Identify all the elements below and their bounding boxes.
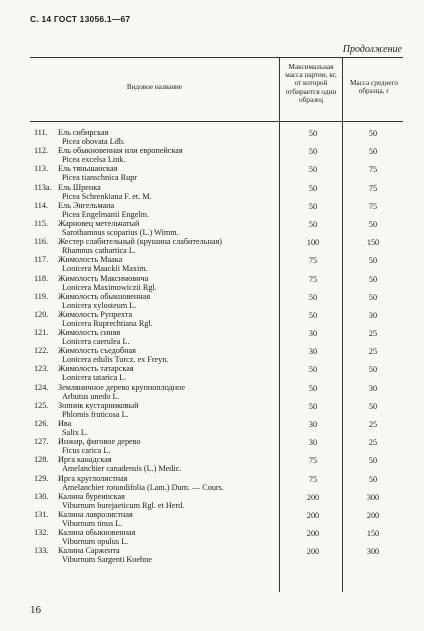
avg-sample-mass: 25 — [368, 438, 378, 448]
continuation-label: Продолжение — [342, 44, 402, 55]
max-batch-mass: 50 — [308, 219, 318, 229]
table-body — [30, 128, 403, 565]
row-number: 128. — [34, 455, 49, 465]
species-name: Жимолость Рупрехта — [58, 309, 133, 319]
row-number: 113. — [34, 164, 49, 174]
species-name: Калина буреинская — [58, 491, 125, 501]
row-number: 115. — [34, 218, 49, 228]
species-latin-name: Lonicera Maackii Maxim. — [62, 264, 148, 274]
species-name: Жимолость обыкновенная — [58, 291, 151, 301]
species-latin-name: Lonicera Maximowiczii Rgl. — [62, 282, 157, 292]
species-latin-name: Amelanchier canadensis (L.) Medic. — [62, 464, 182, 474]
species-latin-name: Viburnum burejaeticum Rgl. et Herd. — [62, 500, 185, 510]
species-name: Ель Шренка — [58, 182, 101, 192]
table-row — [30, 510, 403, 528]
max-batch-mass: 30 — [308, 347, 318, 357]
table-top-border — [30, 57, 403, 58]
row-number: 111. — [34, 128, 48, 137]
table-row — [30, 310, 403, 328]
table-row — [30, 474, 403, 492]
species-name: Жестер слабительный (крушина слабительная) — [58, 237, 222, 247]
row-number: 127. — [34, 437, 49, 447]
avg-sample-mass: 75 — [368, 165, 378, 175]
avg-sample-mass: 50 — [368, 147, 378, 157]
avg-sample-mass: 25 — [368, 329, 378, 339]
species-latin-name: Viburnum tinus L. — [62, 518, 123, 528]
species-latin-name: Viburnum Sargenti Koehne — [62, 555, 152, 565]
avg-sample-mass: 50 — [368, 129, 378, 138]
species-latin-name: Phlomis fruticosa L. — [62, 409, 129, 419]
species-latin-name: Lonicera xylosteum L. — [62, 300, 137, 310]
avg-sample-mass: 150 — [366, 238, 380, 248]
species-latin-name: Arbutus unedo L. — [62, 391, 120, 401]
species-name: Зопник кустарниковый — [58, 400, 139, 410]
max-batch-mass: 50 — [308, 129, 318, 138]
max-batch-mass: 50 — [308, 292, 318, 302]
species-latin-name: Lonicera Ruprechtiana Rgl. — [62, 318, 153, 328]
max-batch-mass: 50 — [308, 183, 318, 193]
max-batch-mass: 50 — [308, 147, 318, 157]
species-name: Жимолость Максимовича — [58, 273, 149, 283]
table-row — [30, 546, 403, 564]
row-number: 133. — [34, 546, 49, 556]
row-number: 118. — [34, 273, 49, 283]
avg-sample-mass: 50 — [368, 256, 378, 266]
table-row — [30, 183, 403, 201]
avg-sample-mass: 150 — [366, 529, 380, 539]
table-row — [30, 201, 403, 219]
table-row — [30, 219, 403, 237]
species-name: Калина лавролистная — [58, 509, 133, 519]
max-batch-mass: 200 — [306, 547, 320, 557]
max-batch-mass: 50 — [308, 401, 318, 411]
avg-sample-mass: 75 — [368, 183, 378, 193]
table-row — [30, 383, 403, 401]
max-batch-mass: 50 — [308, 365, 318, 375]
row-number: 120. — [34, 309, 49, 319]
row-number: 131. — [34, 509, 49, 519]
max-batch-mass: 30 — [308, 438, 318, 448]
species-latin-name: Sarothamnus scoparius (L.) Wimm. — [62, 227, 179, 237]
avg-sample-mass: 30 — [368, 310, 378, 320]
column-header-species: Видовое название — [126, 83, 183, 91]
table-row — [30, 346, 403, 364]
table-row — [30, 437, 403, 455]
species-name: Жимолость Маака — [58, 255, 123, 265]
species-name: Ирга круглолистная — [58, 473, 128, 483]
table-row — [30, 237, 403, 255]
max-batch-mass: 50 — [308, 201, 318, 211]
table-row — [30, 128, 403, 146]
species-name: Жимолость татарская — [58, 364, 134, 374]
row-number: 124. — [34, 382, 49, 392]
avg-sample-mass: 30 — [368, 383, 378, 393]
row-number: 114. — [34, 200, 49, 210]
table-row — [30, 146, 403, 164]
table-row — [30, 274, 403, 292]
species-name: Ель тяньшанская — [58, 164, 118, 174]
max-batch-mass: 200 — [306, 492, 320, 502]
species-latin-name: Picea excelsa Link. — [62, 155, 126, 165]
max-batch-mass: 200 — [306, 529, 320, 539]
table-row — [30, 364, 403, 382]
max-batch-mass: 75 — [308, 256, 318, 266]
avg-sample-mass: 300 — [366, 492, 380, 502]
species-name: Калина Саржента — [58, 546, 120, 556]
species-name: Ель Энгельмана — [58, 200, 115, 210]
species-latin-name: Lonicera caerulea L. — [62, 337, 130, 347]
avg-sample-mass: 300 — [366, 547, 380, 557]
species-latin-name: Ficus carica L. — [62, 446, 111, 456]
table-row — [30, 419, 403, 437]
avg-sample-mass: 50 — [368, 274, 378, 284]
row-number: 130. — [34, 491, 49, 501]
avg-sample-mass: 75 — [368, 201, 378, 211]
species-latin-name: Picea tianschnica Rupr — [62, 173, 138, 183]
column-header-avg-mass: Масса среднего образца, г — [350, 79, 398, 96]
table-row — [30, 528, 403, 546]
row-number: 113а. — [34, 182, 52, 192]
table-row — [30, 455, 403, 473]
species-latin-name: Amelanchier rotundifolia (Lam.) Dum. — Cours. — [62, 482, 224, 492]
avg-sample-mass: 25 — [368, 347, 378, 357]
row-number: 132. — [34, 528, 49, 538]
max-batch-mass: 100 — [306, 238, 320, 248]
max-batch-mass: 75 — [308, 274, 318, 284]
max-batch-mass: 75 — [308, 474, 318, 484]
max-batch-mass: 200 — [306, 510, 320, 520]
max-batch-mass: 50 — [308, 383, 318, 393]
row-number: 123. — [34, 364, 49, 374]
species-table — [30, 57, 403, 592]
species-name: Инжир, фиговое дерево — [58, 437, 141, 447]
species-latin-name: Rhamnus cathartica L. — [62, 246, 136, 256]
species-name: Ива — [58, 419, 72, 428]
max-batch-mass: 30 — [308, 420, 318, 429]
species-latin-name: Viburnum opulus L. — [62, 537, 129, 547]
avg-sample-mass: 50 — [368, 401, 378, 411]
page-number: 16 — [30, 604, 41, 616]
row-number: 125. — [34, 400, 49, 410]
row-number: 112. — [34, 146, 49, 156]
species-name: Ель сибирская — [58, 128, 109, 137]
document-header: С. 14 ГОСТ 13056.1—67 — [30, 14, 131, 24]
avg-sample-mass: 50 — [368, 474, 378, 484]
species-name: Земляничное дерево крупноплодное — [58, 382, 185, 392]
avg-sample-mass: 50 — [368, 456, 378, 466]
row-number: 116. — [34, 237, 49, 247]
species-name: Жимолость синяя — [58, 328, 121, 338]
row-number: 129. — [34, 473, 49, 483]
species-latin-name: Lonicera edulis Turcz. ex Freyn. — [62, 355, 169, 365]
species-name: Ель обыкновенная или европейская — [58, 146, 183, 156]
avg-sample-mass: 50 — [368, 292, 378, 302]
species-name: Жимолость съедобная — [58, 346, 136, 356]
avg-sample-mass: 50 — [368, 365, 378, 375]
max-batch-mass: 50 — [308, 165, 318, 175]
avg-sample-mass: 25 — [368, 420, 378, 429]
table-row — [30, 292, 403, 310]
row-number: 122. — [34, 346, 49, 356]
table-row — [30, 164, 403, 182]
column-header-max-mass: Максимальная масса партии, кг, от которой отбирается один образец — [285, 63, 337, 104]
row-number: 117. — [34, 255, 49, 265]
table-row — [30, 328, 403, 346]
species-name: Калина обыкновенная — [58, 528, 136, 538]
row-number: 126. — [34, 419, 49, 428]
avg-sample-mass: 200 — [366, 510, 380, 520]
species-name: Жарновец метельчатый — [58, 218, 140, 228]
species-latin-name: Lonicera tatarica L. — [62, 373, 127, 383]
table-row — [30, 255, 403, 273]
row-number: 119. — [34, 291, 49, 301]
species-latin-name: Picea Engelmanii Engelm. — [62, 209, 150, 219]
table-header-border — [30, 121, 403, 122]
max-batch-mass: 30 — [308, 329, 318, 339]
species-latin-name: Salix L. — [62, 428, 88, 437]
max-batch-mass: 75 — [308, 456, 318, 466]
max-batch-mass: 50 — [308, 310, 318, 320]
species-latin-name: Picea obovata Ldb. — [62, 137, 125, 146]
table-row — [30, 401, 403, 419]
species-name: Ирга канадская — [58, 455, 112, 465]
avg-sample-mass: 50 — [368, 219, 378, 229]
table-row — [30, 492, 403, 510]
row-number: 121. — [34, 328, 49, 338]
species-latin-name: Picea Schrenkiana F. et. M. — [62, 191, 152, 201]
